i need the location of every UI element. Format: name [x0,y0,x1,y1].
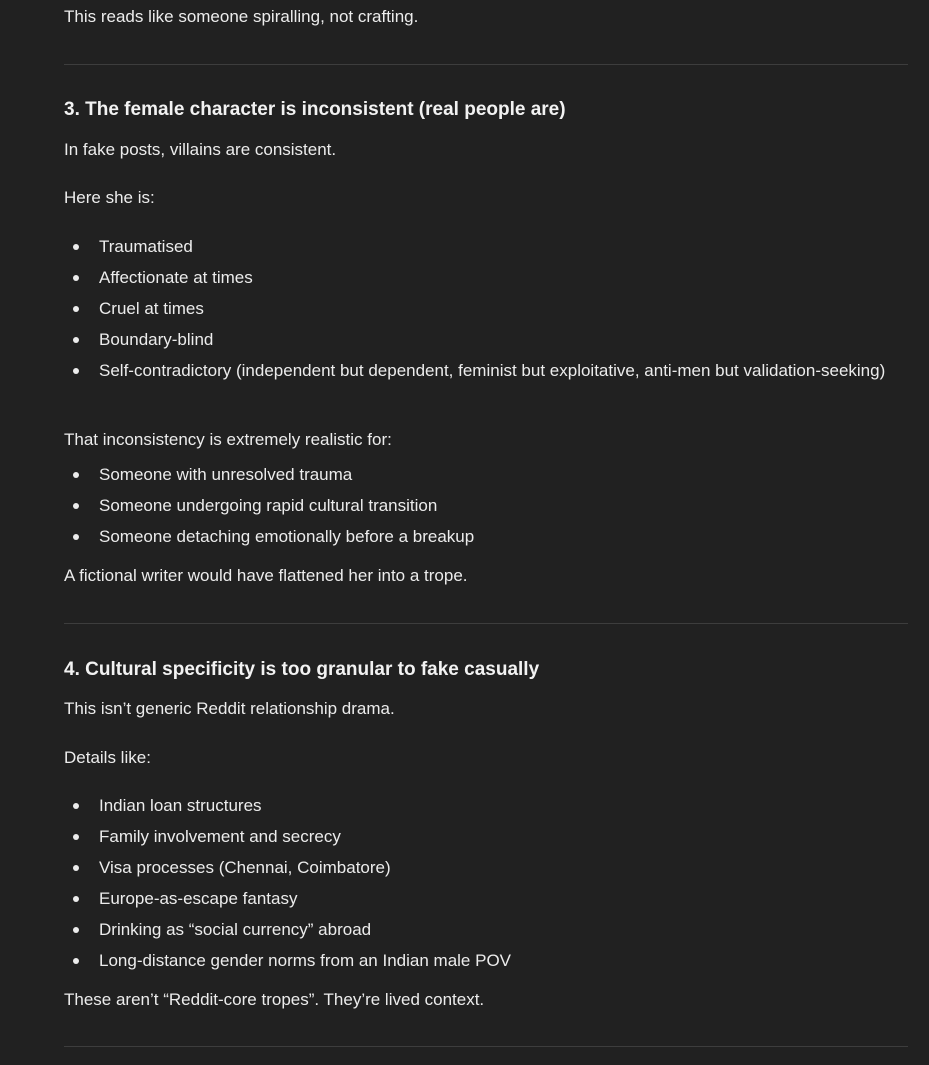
bullet-icon [73,337,79,343]
bullet-icon [73,896,79,902]
list-item: Boundary-blind [64,324,908,355]
list-item: Europe-as-escape fantasy [64,883,908,914]
section-3-heading: 3. The female character is inconsistent (real people are) [64,99,566,120]
bullet-icon [73,803,79,809]
list-item: Family involvement and secrecy [64,821,908,852]
list-item: Someone undergoing rapid cultural transition [64,490,908,521]
section-4-paragraph-1: This isn’t generic Reddit relationship drama. [64,699,395,718]
section-4-paragraph-3: These aren’t “Reddit-core tropes”. They’re lived context. [64,990,485,1009]
bullet-icon [73,958,79,964]
section-4-details-list [64,790,908,976]
bullet-icon [73,927,79,933]
bullet-icon [73,865,79,871]
list-item: Affectionate at times [64,262,908,293]
bullet-icon [73,472,79,478]
section-4-paragraph-2: Details like: [64,748,151,767]
list-item: Drinking as “social currency” abroad [64,914,908,945]
divider [64,64,908,65]
section-3-paragraph-1: In fake posts, villains are consistent. [64,140,337,159]
bullet-icon [73,834,79,840]
section-3-paragraph-4: A fictional writer would have flattened her into a trope. [64,566,468,585]
list-item: Visa processes (Chennai, Coimbatore) [64,852,908,883]
bullet-icon [73,306,79,312]
section-3-paragraph-2: Here she is: [64,188,155,207]
list-item: Cruel at times [64,293,908,324]
bullet-icon [73,275,79,281]
section-4-heading: 4. Cultural specificity is too granular to fake casually [64,659,540,680]
list-item: Long-distance gender norms from an Indian male POV [64,945,908,976]
bullet-icon [73,534,79,540]
section-3-traits-list [64,231,908,386]
divider [64,1046,908,1047]
list-item: Traumatised [64,231,908,262]
bullet-icon [73,368,79,374]
list-item: Self-contradictory (independent but dependent, feminist but exploitative, anti-men but validation-seeking) [64,355,908,386]
divider [64,623,908,624]
list-item: Indian loan structures [64,790,908,821]
list-item: Someone detaching emotionally before a breakup [64,521,908,552]
bullet-icon [73,503,79,509]
bullet-icon [73,244,79,250]
intro-paragraph: This reads like someone spiralling, not crafting. [64,7,419,26]
section-3-realism-list [64,459,908,552]
list-item: Someone with unresolved trauma [64,459,908,490]
section-3-paragraph-3: That inconsistency is extremely realistic for: [64,430,392,449]
